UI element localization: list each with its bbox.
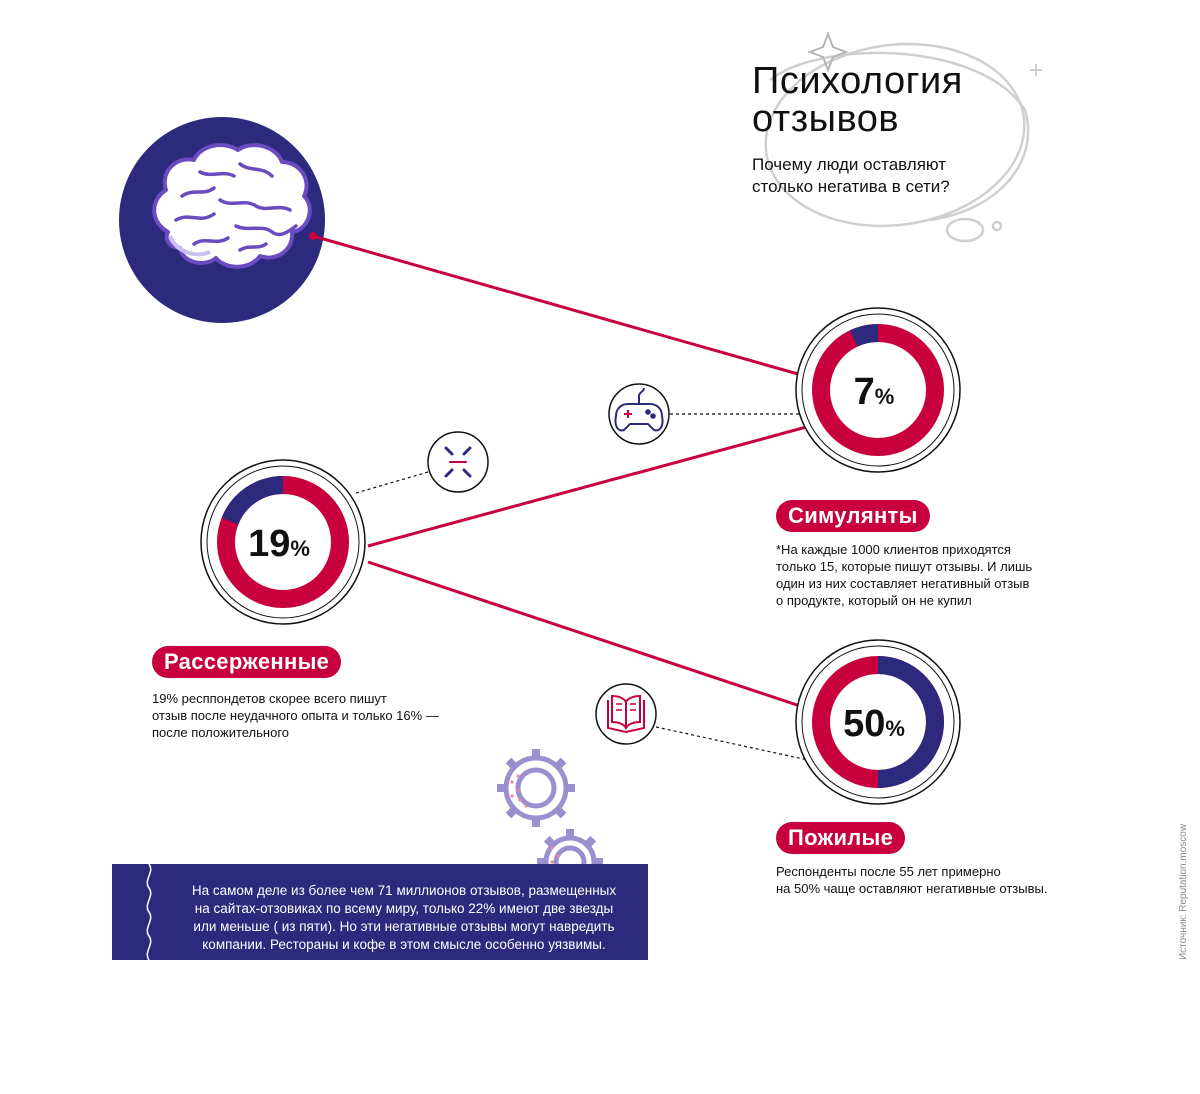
note-simulants (776, 541, 1032, 609)
connector-lines (309, 232, 810, 708)
note-line: отзыв после неудачного опыта и только 16% — (152, 708, 439, 723)
page-subtitle (752, 154, 950, 198)
fact-line: на сайтах-отзовиках по всему миру, только 22% имеют две звезды (194, 901, 614, 916)
donut-value-number: 19 (248, 523, 291, 565)
donut-value-number: 50 (843, 703, 886, 745)
donut-3 (796, 640, 960, 804)
label-angry: Рассерженные (152, 646, 341, 678)
source-caption: Источник: Reputation.moscow (1178, 823, 1189, 960)
donut-1 (796, 308, 960, 472)
subtitle-line-2: столько негатива в сети? (752, 177, 950, 196)
fact-line: или меньше ( из пяти). Но эти негативные отзывы могут навредить (193, 919, 615, 934)
note-line: на 50% чаще оставляют негативные отзывы. (776, 881, 1048, 896)
gamepad-badge (609, 384, 669, 444)
donut-value-unit: % (874, 384, 895, 409)
donut-value-number: 7 (853, 371, 875, 413)
page-title (752, 62, 963, 138)
donut-value-unit: % (885, 716, 905, 741)
gear-tooth (547, 839, 553, 845)
note-line: после положительного (152, 725, 290, 740)
note-line: Респонденты после 55 лет примерно (776, 864, 1001, 879)
footer-fact-box (112, 864, 648, 960)
gear-tooth (508, 760, 514, 766)
subtitle-line-1: Почему люди оставляют (752, 155, 947, 174)
gear-tooth (508, 809, 514, 815)
gear-tooth (587, 839, 593, 845)
fact-line: На самом деле из более чем 71 миллионов отзывов, размещенных (191, 883, 617, 898)
note-line: *На каждые 1000 клиентов приходятся (776, 542, 1011, 557)
note-elderly (776, 863, 1047, 897)
donut-slice-value (854, 333, 878, 338)
book-badge (596, 684, 656, 744)
title-line-1: Психология (752, 60, 963, 102)
note-line: только 15, которые пишут отзывы. И лишь (776, 559, 1033, 574)
footer-fact-text (174, 882, 634, 954)
note-line: один из них составляет негативный отзыв (776, 576, 1030, 591)
label-elderly: Пожилые (776, 822, 905, 854)
donut-value-unit: % (290, 536, 310, 561)
gear-tooth (557, 809, 563, 815)
note-line: о продукте, который он не купил (776, 593, 972, 608)
brain-badge (119, 117, 325, 323)
gear-tooth (557, 760, 563, 766)
note-line: 19% респпондетов скорее всего пишут (152, 691, 387, 706)
title-line-2: отзывов (752, 98, 900, 140)
fact-line: компании. Рестораны и кофе в этом смысле особенно уязвимы. (202, 937, 606, 952)
wave-decor (142, 864, 156, 960)
angry-badge (428, 432, 488, 492)
note-angry (152, 690, 439, 741)
donut-2 (201, 460, 365, 624)
brain-icon (154, 145, 310, 267)
label-simulants: Симулянты (776, 500, 930, 532)
